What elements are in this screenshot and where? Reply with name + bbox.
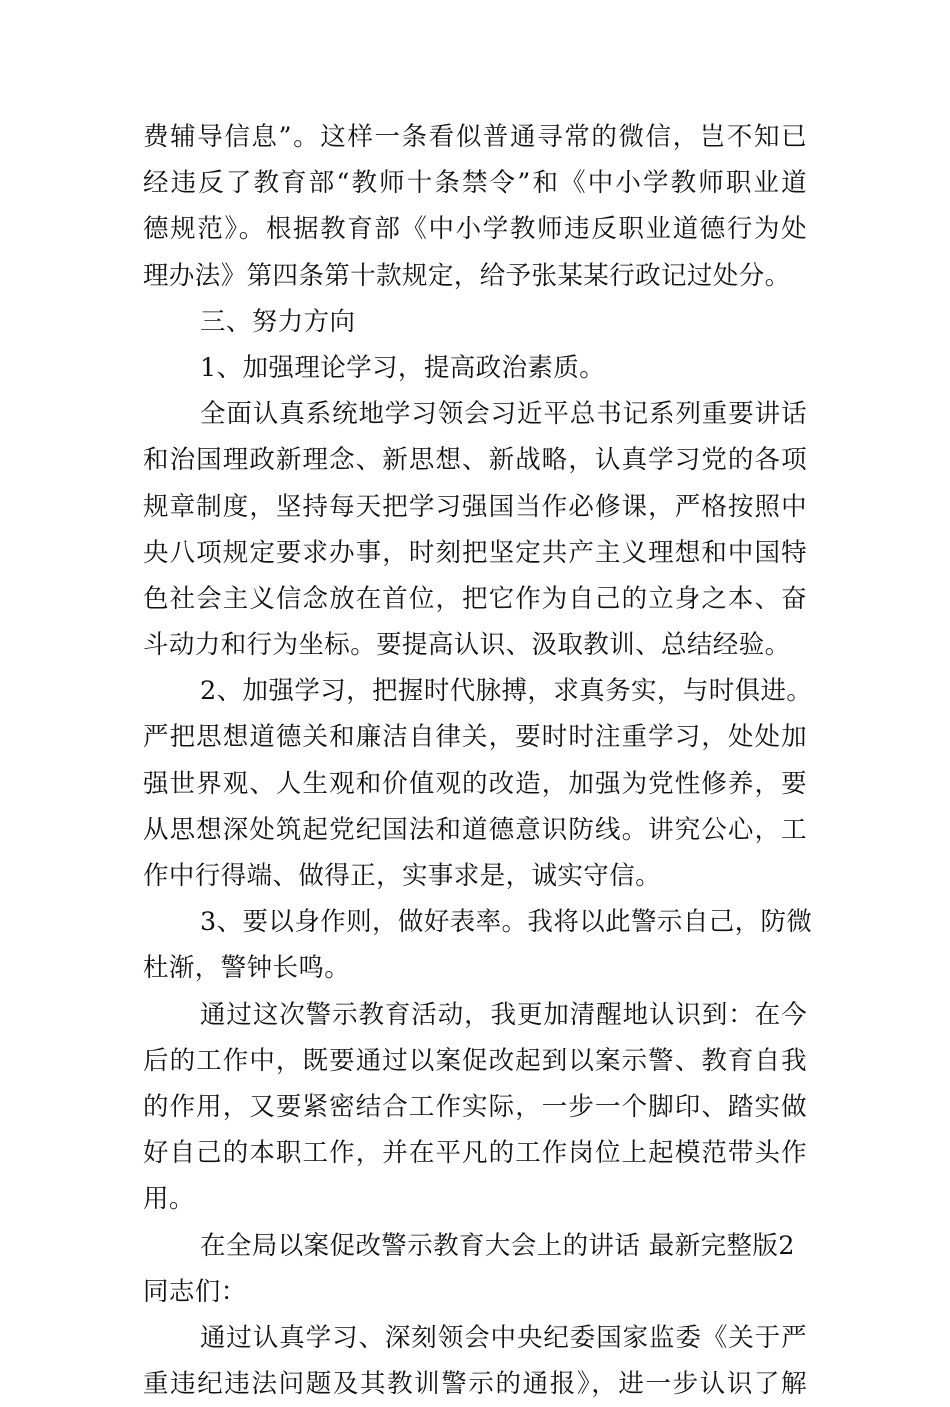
text-line: 三、努力方向	[200, 306, 356, 337]
text-line: 用。	[143, 1184, 195, 1215]
text-line: 杜渐，警钟长鸣。	[143, 953, 351, 984]
document-body	[143, 114, 813, 1407]
text-line: 3、要以身作则，做好表率。我将以此警示自己，防微	[200, 907, 813, 938]
text-line: 通过这次警示教育活动，我更加清醒地认识到：在今	[200, 999, 807, 1030]
text-line: 和治国理政新理念、新思想、新战略，认真学习党的各项	[143, 445, 807, 476]
text-line: 好自己的本职工作，并在平凡的工作岗位上起模范带头作	[143, 1138, 807, 1169]
text-line: 通过认真学习、深刻领会中央纪委国家监委《关于严	[200, 1322, 807, 1353]
text-line: 作中行得端、做得正，实事求是，诚实守信。	[143, 861, 662, 891]
text-line: 1、加强理论学习，提高政治素质。	[200, 352, 606, 383]
text-line: 同志们：	[143, 1276, 247, 1307]
text-line: 规章制度，坚持每天把学习强国当作必修课，严格按照中	[143, 491, 807, 522]
text-line: 的作用，又要紧密结合工作实际，一步一个脚印、踏实做	[143, 1091, 807, 1122]
text-line: 2、加强学习，把握时代脉搏，求真务实，与时俱进。	[200, 676, 813, 707]
text-line: 后的工作中，既要通过以案促改起到以案示警、教育自我	[143, 1045, 807, 1076]
text-line: 重违纪违法问题及其教训警示的通报》，进一步认识了解	[143, 1369, 807, 1400]
text-line: 在全局以案促改警示教育大会上的讲话 最新完整版2	[200, 1230, 795, 1261]
text-line: 德规范》。根据教育部《中小学教师违反职业道德行为处	[143, 214, 807, 245]
text-line: 费辅导信息”。这样一条看似普通寻常的微信，岂不知已	[143, 122, 807, 152]
text-line: 经违反了教育部“教师十条禁令”和《中小学教师职业道	[143, 168, 807, 199]
text-line: 强世界观、人生观和价值观的改造，加强为党性修养，要	[143, 768, 807, 799]
text-line: 全面认真系统地学习领会习近平总书记系列重要讲话	[200, 399, 807, 430]
text-line: 理办法》第四条第十款规定，给予张某某行政记过处分。	[143, 260, 791, 291]
text-line: 色社会主义信念放在首位，把它作为自己的立身之本、奋	[143, 583, 807, 614]
text-line: 斗动力和行为坐标。要提高认识、汲取教训、总结经验。	[143, 630, 791, 661]
text-line: 从思想深处筑起党纪国法和道德意识防线。讲究公心，工	[143, 814, 807, 845]
text-line: 央八项规定要求办事，时刻把坚定共产主义理想和中国特	[143, 537, 807, 568]
text-line: 严把思想道德关和廉洁自律关，要时时注重学习，处处加	[143, 722, 807, 753]
